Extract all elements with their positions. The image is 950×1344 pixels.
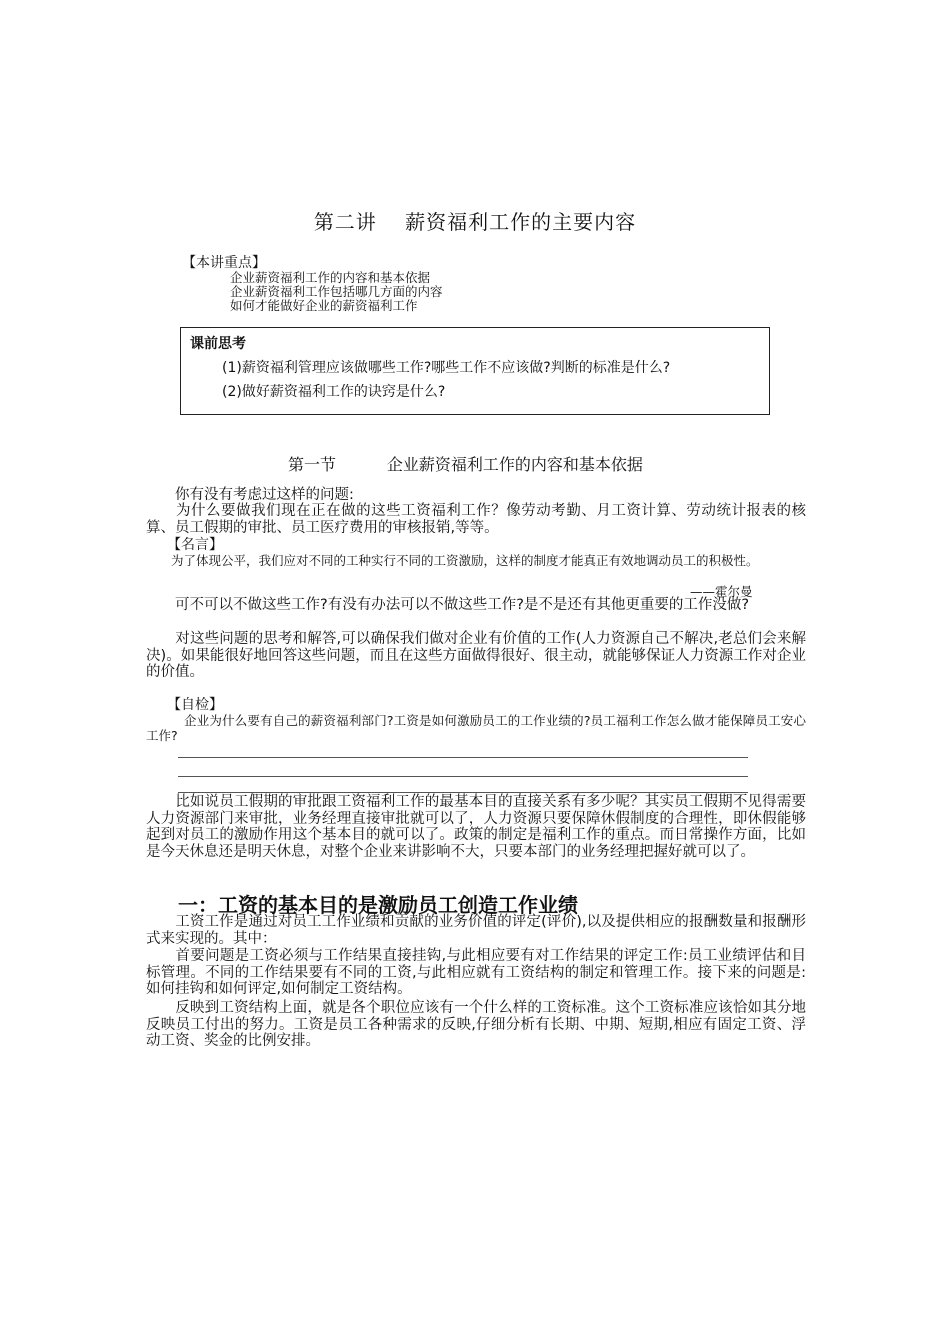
- answer-line: [178, 757, 748, 758]
- quote-tag: 【名言】: [146, 537, 223, 553]
- section-label: 第一节: [288, 455, 337, 474]
- quote-attribution: ——霍尔曼: [690, 584, 753, 599]
- intro-paragraph: 你有没有考虑过这样的问题:: [146, 487, 354, 503]
- focus-item: 如何才能做好企业的薪资福利工作: [230, 298, 418, 313]
- quote-text: 为了体现公平，我们应对不同的工种实行不同的工资激励，这样的制度才能真正有效地调动员工的积极性。: [146, 553, 759, 568]
- wage-paragraph: 反映到工资结构上面，就是各个职位应该有一个什么样的工资标准。这个工资标准应该恰如其分地反映员工付出的努力。工资是员工各种需求的反映,仔细分析有长期、中期、短期,相应有固定工资、浮动工资、奖金的比例安排。: [146, 1000, 806, 1049]
- preview-heading: 课前思考: [190, 336, 246, 352]
- focus-heading: 【本讲重点】: [182, 255, 266, 271]
- wage-paragraph: 首要问题是工资必须与工作结果直接挂钩,与此相应要有对工作结果的评定工作:员工业绩评估和目标管理。不同的工作结果要有不同的工资,与此相应就有工资结构的制定和管理工作。接下来的问题是:如何挂钩和如何评定,如何制定工资结构。: [146, 948, 806, 997]
- answer-line: [178, 792, 748, 793]
- body-paragraph: 可不可以不做这些工作?有没有办法可以不做这些工作?是不是还有其他更重要的工作没做?: [146, 597, 750, 613]
- selfcheck-tag: 【自检】: [146, 697, 223, 713]
- intro-paragraph: 为什么要做我们现在正在做的这些工资福利工作？像劳动考勤、月工资计算、劳动统计报表的核算、员工假期的审批、员工医疗费用的审核报销,等等。: [146, 503, 806, 536]
- section-subheading: 一：工资的基本目的是激励员工创造工作业绩: [178, 893, 578, 917]
- preview-question: (2)做好薪资福利工作的诀窍是什么?: [222, 384, 446, 400]
- answer-line: [178, 776, 748, 777]
- wage-paragraph: 工资工作是通过对员工工作业绩和贡献的业务价值的评定(评价),以及提供相应的报酬数量和报酬形式来实现的。其中：: [146, 914, 806, 947]
- section-title: 企业薪资福利工作的内容和基本依据: [386, 455, 643, 474]
- lecture-title: 第二讲 薪资福利工作的主要内容: [313, 210, 637, 234]
- body-paragraph: 对这些问题的思考和解答,可以确保我们做对企业有价值的工作(人力资源自己不解决,老总们会来解决)。如果能很好地回答这些问题，而且在这些方面做得很好、很主动，就能够保证人力资源工作对企业的价值。: [146, 631, 806, 680]
- section-heading: [288, 452, 643, 475]
- focus-item: 企业薪资福利工作的内容和基本依据: [230, 270, 431, 285]
- body-paragraph: 比如说员工假期的审批跟工资福利工作的最基本目的直接关系有多少呢？其实员工假期不见得需要人力资源部门来审批，业务经理直接审批就可以了，人力资源只要保障休假制度的合理性，即休假能够起到对员工的激励作用这个基本目的就可以了。政策的制定是福利工作的重点。而日常操作方面，比如是今天休息还是明天休息，对整个企业来讲影响不大，只要本部门的业务经理把握好就可以了。: [146, 794, 806, 860]
- focus-item: 企业薪资福利工作包括哪几方面的内容: [230, 284, 443, 299]
- preview-question: (1)薪资福利管理应该做哪些工作?哪些工作不应该做?判断的标准是什么?: [222, 360, 671, 376]
- selfcheck-text: 企业为什么要有自己的薪资福利部门?工资是如何激励员工的工作业绩的?员工福利工作怎么做才能保障员工安心工作?: [146, 713, 806, 743]
